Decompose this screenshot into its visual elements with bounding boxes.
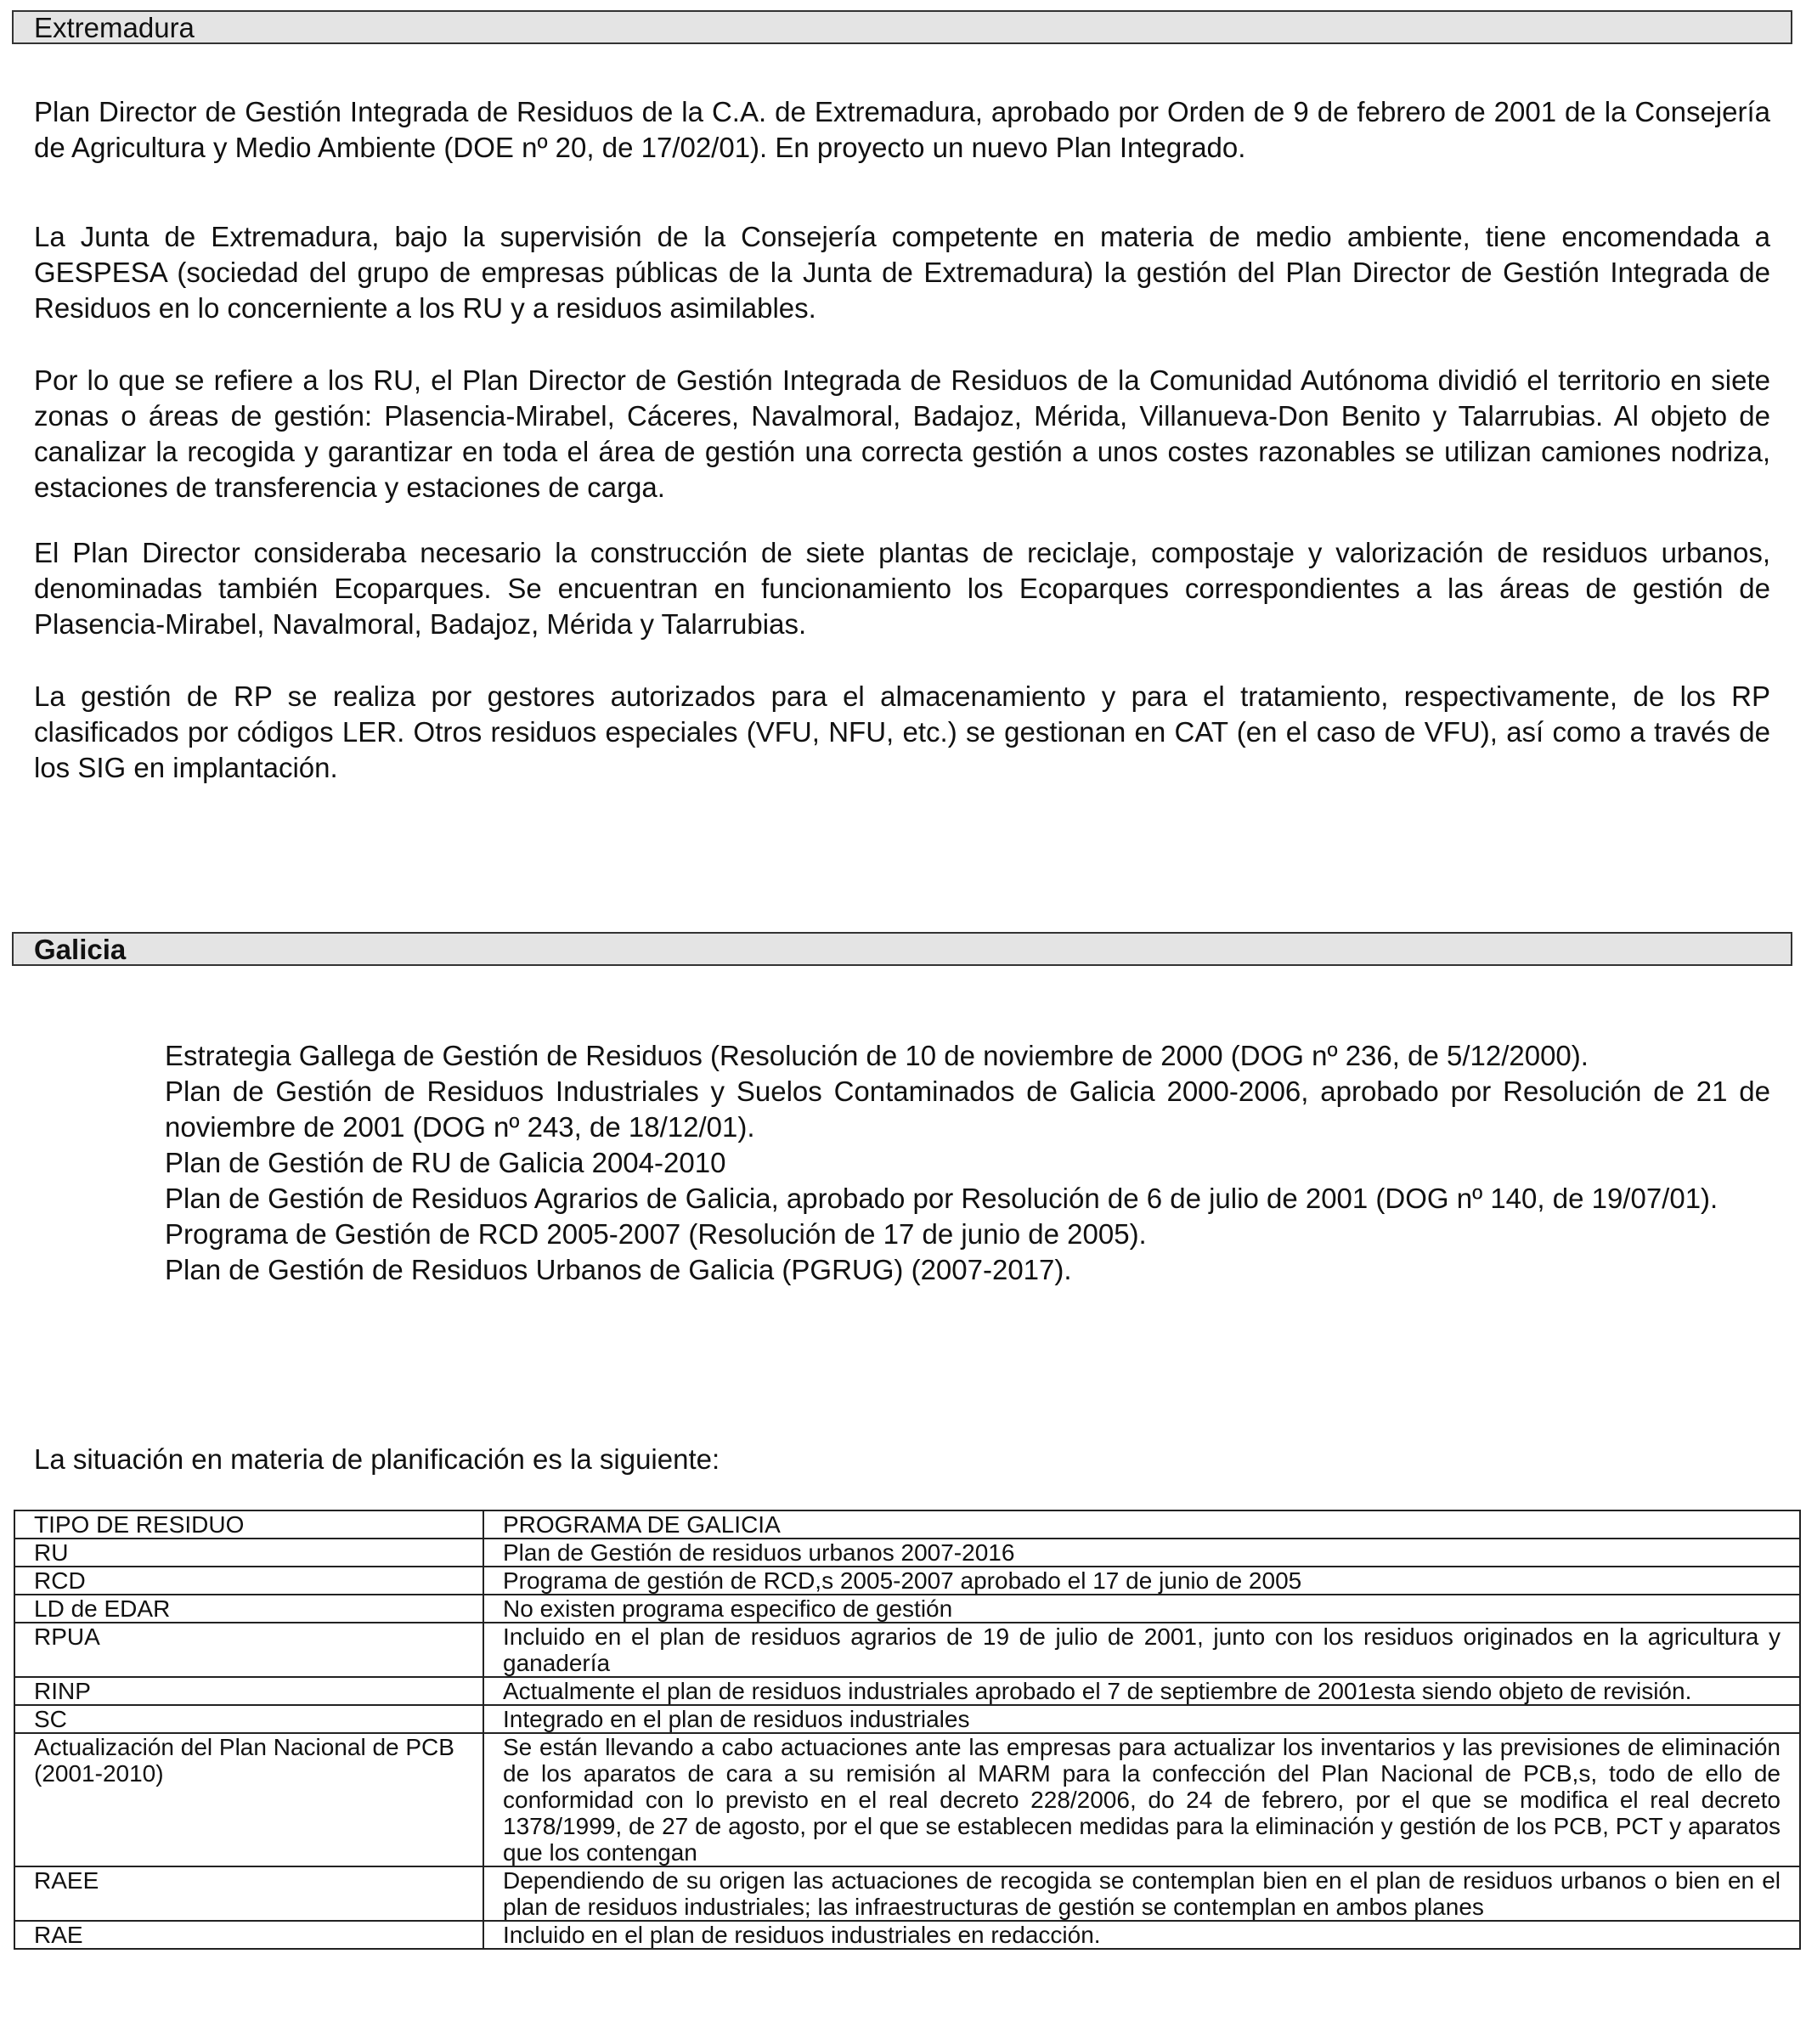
table-cell-tipo: LD de EDAR [14, 1595, 483, 1623]
table-cell-tipo: RU [14, 1539, 483, 1567]
list-item: Plan de Gestión de RU de Galicia 2004-2010 [165, 1147, 726, 1178]
table-cell-tipo: Actualización del Plan Nacional de PCB (2001-2010) [14, 1733, 483, 1866]
table-cell-tipo: RAEE [14, 1866, 483, 1921]
table-cell-programa: Incluido en el plan de residuos industriales en redacción. [483, 1921, 1800, 1949]
table-cell-tipo: SC [14, 1705, 483, 1733]
table-row [14, 1595, 1800, 1623]
table-row [14, 1539, 1800, 1567]
list-item: Estrategia Gallega de Gestión de Residuos (Resolución de 10 de noviembre de 2000 (DOG nº 236, de 5/12/2000). [165, 1040, 1589, 1071]
list-item: Plan de Gestión de Residuos Agrarios de Galicia, aprobado por Resolución de 6 de julio de 2001 (DOG nº 140, de 19/07/01). [165, 1183, 1719, 1214]
column-header-tipo: TIPO DE RESIDUO [14, 1510, 483, 1539]
extremadura-paragraph-5: La gestión de RP se realiza por gestores autorizados para el almacenamiento y para el tratamiento, respectivamente, de los RP clasificados por códigos LER. Otros residuos especiales (VFU, NFU, etc.) se gestionan en CAT (en el caso de VFU), así como a través de los SIG en implantación. [34, 680, 1770, 783]
table-cell-programa: Dependiendo de su origen las actuaciones de recogida se contemplan bien en el plan de residuos urbanos o bien en el plan de residuos industriales; las infraestructuras de gestión se contemplan en ambos planes [483, 1866, 1800, 1921]
table-cell-programa: Plan de Gestión de residuos urbanos 2007-2016 [483, 1539, 1800, 1567]
table-cell-tipo: RAE [14, 1921, 483, 1949]
table-row [14, 1705, 1800, 1733]
table-cell-programa: Integrado en el plan de residuos industriales [483, 1705, 1800, 1733]
galicia-table-intro: La situación en materia de planificación es la siguiente: [34, 1443, 720, 1475]
table-cell-tipo: RINP [14, 1677, 483, 1705]
table-row [14, 1866, 1800, 1921]
table-row [14, 1733, 1800, 1866]
table-cell-programa: Incluido en el plan de residuos agrarios de 19 de julio de 2001, junto con los residuos originados en la agricultura y ganadería [483, 1623, 1800, 1677]
section-header-extremadura: Extremadura [12, 10, 1792, 44]
list-item: Plan de Gestión de Residuos Industriales y Suelos Contaminados de Galicia 2000-2006, aprobado por Resolución de 21 de noviembre de 2001 (DOG nº 243, de 18/12/01). [165, 1076, 1770, 1143]
table-cell-programa: Programa de gestión de RCD,s 2005-2007 aprobado el 17 de junio de 2005 [483, 1567, 1800, 1595]
extremadura-paragraph-2: La Junta de Extremadura, bajo la supervisión de la Consejería competente en materia de medio ambiente, tiene encomendada a GESPESA (sociedad del grupo de empresas públicas de la Junta de Extremadura) la gestión del Plan Director de Gestión Integrada de Residuos en lo concerniente a los RU y a residuos asimilables. [34, 221, 1770, 324]
extremadura-paragraph-4: El Plan Director consideraba necesario la construcción de siete plantas de reciclaje, compostaje y valorización de residuos urbanos, denominadas también Ecoparques. Se encuentran en funcionamiento los Ecoparques correspondientes a las áreas de gestión de Plasencia-Mirabel, Navalmoral, Badajoz, Mérida y Talarrubias. [34, 537, 1770, 640]
column-header-programa: PROGRAMA DE GALICIA [483, 1510, 1800, 1539]
galicia-planning-table [14, 1510, 1801, 1950]
table-cell-tipo: RCD [14, 1567, 483, 1595]
list-item: Plan de Gestión de Residuos Urbanos de Galicia (PGRUG) (2007-2017). [165, 1254, 1072, 1285]
table-cell-tipo: RPUA [14, 1623, 483, 1677]
table-cell-programa: Se están llevando a cabo actuaciones ante las empresas para actualizar los inventarios y las previsiones de eliminación de los aparatos de cara a su remisión al MARM para la confección del Plan Nacional de PCB,s, todo de ello de conformidad con lo previsto en el real decreto 228/2006, do 24 de febrero, por el que se modifica el real decreto 1378/1999, de 27 de agosto, por el que se establecen medidas para la eliminación y gestión de los PCB, PCT y aparatos que los contengan [483, 1733, 1800, 1866]
list-item: Programa de Gestión de RCD 2005-2007 (Resolución de 17 de junio de 2005). [165, 1218, 1147, 1250]
section-header-galicia: Galicia [12, 932, 1792, 966]
table-cell-programa: No existen programa especifico de gestión [483, 1595, 1800, 1623]
table-row [14, 1921, 1800, 1949]
table-header-row [14, 1510, 1800, 1539]
table-row [14, 1677, 1800, 1705]
table-row [14, 1567, 1800, 1595]
galicia-plan-list [165, 1038, 1770, 1288]
extremadura-paragraph-3: Por lo que se refiere a los RU, el Plan Director de Gestión Integrada de Residuos de la Comunidad Autónoma dividió el territorio en siete zonas o áreas de gestión: Plasencia-Mirabel, Cáceres, Navalmoral, Badajoz, Mérida, Villanueva-Don Benito y Talarrubias. Al objeto de canalizar la recogida y garantizar en toda el área de gestión una correcta gestión a unos costes razonables se utilizan camiones nodriza, estaciones de transferencia y estaciones de carga. [34, 364, 1770, 503]
extremadura-paragraph-1: Plan Director de Gestión Integrada de Residuos de la C.A. de Extremadura, aprobado por Orden de 9 de febrero de 2001 de la Consejería de Agricultura y Medio Ambiente (DOE nº 20, de 17/02/01). En proyecto un nuevo Plan Integrado. [34, 96, 1770, 163]
table-row [14, 1623, 1800, 1677]
table-cell-programa: Actualmente el plan de residuos industriales aprobado el 7 de septiembre de 2001esta siendo objeto de revisión. [483, 1677, 1800, 1705]
